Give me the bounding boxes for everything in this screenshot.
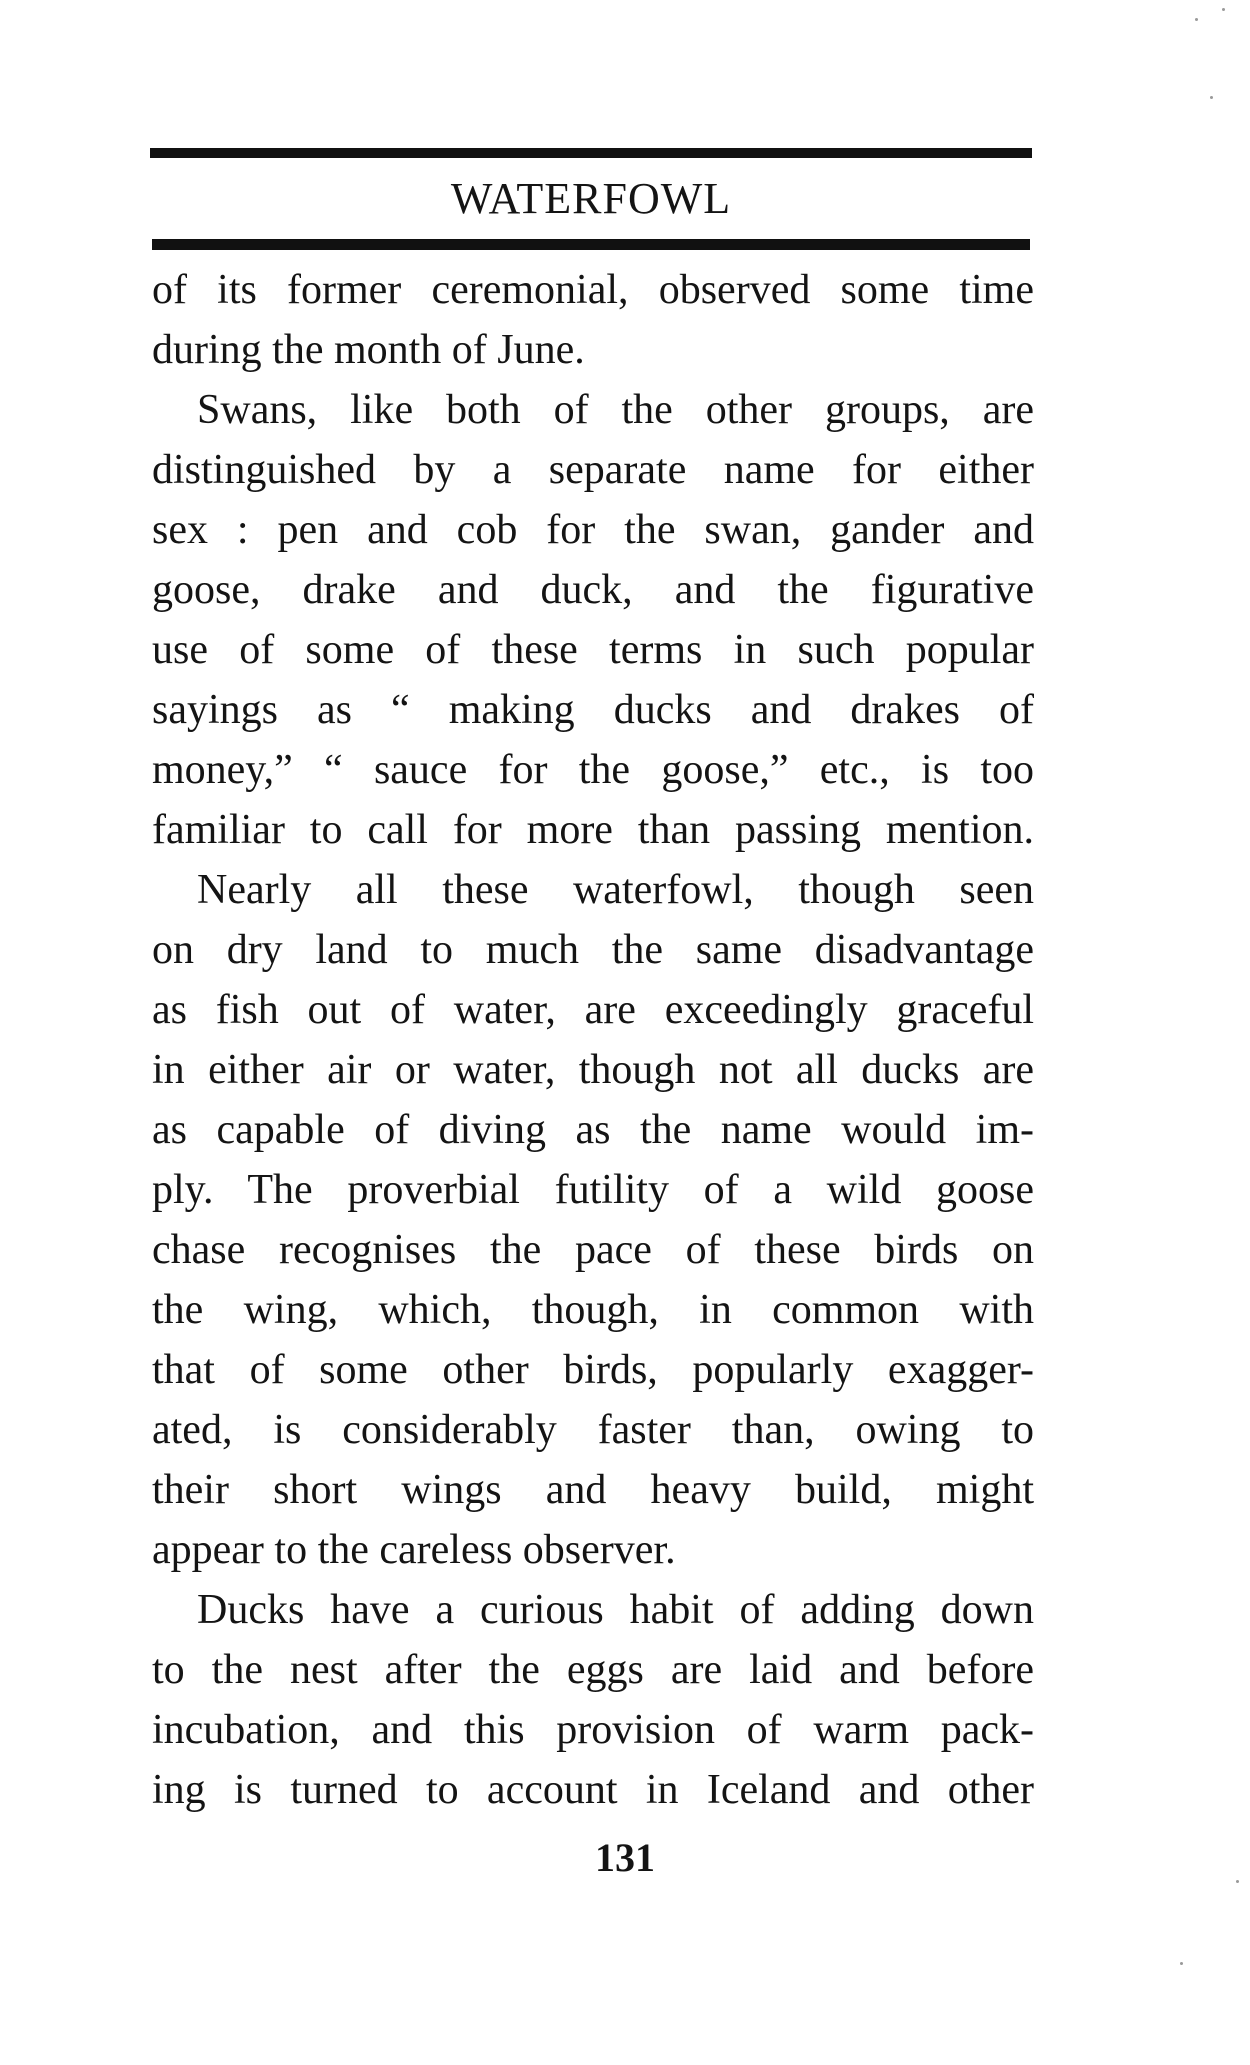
paper-speck <box>1222 8 1225 11</box>
text-line: as capable of diving as the name would im- <box>152 1107 1034 1153</box>
text-line: use of some of these terms in such popular <box>152 627 1034 673</box>
paragraph-3 <box>152 860 1034 1580</box>
text-line: Nearly all these waterfowl, though seen <box>197 867 1034 913</box>
text-line: distinguished by a separate name for either <box>152 447 1034 493</box>
paragraph-2 <box>152 380 1034 860</box>
header-bottom-rule <box>152 239 1030 250</box>
text-line: to the nest after the eggs are laid and before <box>152 1647 1034 1693</box>
text-line: familiar to call for more than passing mention. <box>152 807 1034 853</box>
paragraph-4 <box>152 1580 1034 1820</box>
header-top-rule <box>150 148 1032 158</box>
text-line: ated, is considerably faster than, owing to <box>152 1407 1034 1453</box>
paper-speck <box>1195 18 1198 21</box>
text-line: goose, drake and duck, and the figurative <box>152 567 1034 613</box>
text-line: sex : pen and cob for the swan, gander and <box>152 507 1034 553</box>
paper-speck <box>1180 1962 1183 1965</box>
text-line: ply. The proverbial futility of a wild goose <box>152 1167 1034 1213</box>
text-line: on dry land to much the same disadvantage <box>152 927 1034 973</box>
paper-speck <box>1210 96 1213 99</box>
text-line: Swans, like both of the other groups, are <box>197 387 1034 433</box>
text-line: ing is turned to account in Iceland and other <box>152 1767 1034 1813</box>
text-line: Ducks have a curious habit of adding down <box>197 1587 1034 1633</box>
text-line: that of some other birds, popularly exagger- <box>152 1347 1034 1393</box>
body-text <box>152 260 1034 1820</box>
text-line: during the month of June. <box>152 327 585 373</box>
paper-speck <box>1236 1880 1239 1883</box>
page-number: 131 <box>595 1835 655 1880</box>
text-line: the wing, which, though, in common with <box>152 1287 1034 1333</box>
text-line: as fish out of water, are exceedingly graceful <box>152 987 1034 1033</box>
text-line: chase recognises the pace of these birds on <box>152 1227 1034 1273</box>
running-head: WATERFOWL <box>450 174 732 223</box>
text-line: sayings as “ making ducks and drakes of <box>152 687 1034 733</box>
text-line: appear to the careless observer. <box>152 1527 676 1573</box>
text-line: incubation, and this provision of warm pack- <box>152 1707 1034 1753</box>
text-line: of its former ceremonial, observed some time <box>152 267 1034 313</box>
text-line: money,” “ sauce for the goose,” etc., is too <box>152 747 1034 793</box>
paragraph-1 <box>152 260 1034 380</box>
text-line: their short wings and heavy build, might <box>152 1467 1034 1513</box>
text-line: in either air or water, though not all ducks are <box>152 1047 1034 1093</box>
